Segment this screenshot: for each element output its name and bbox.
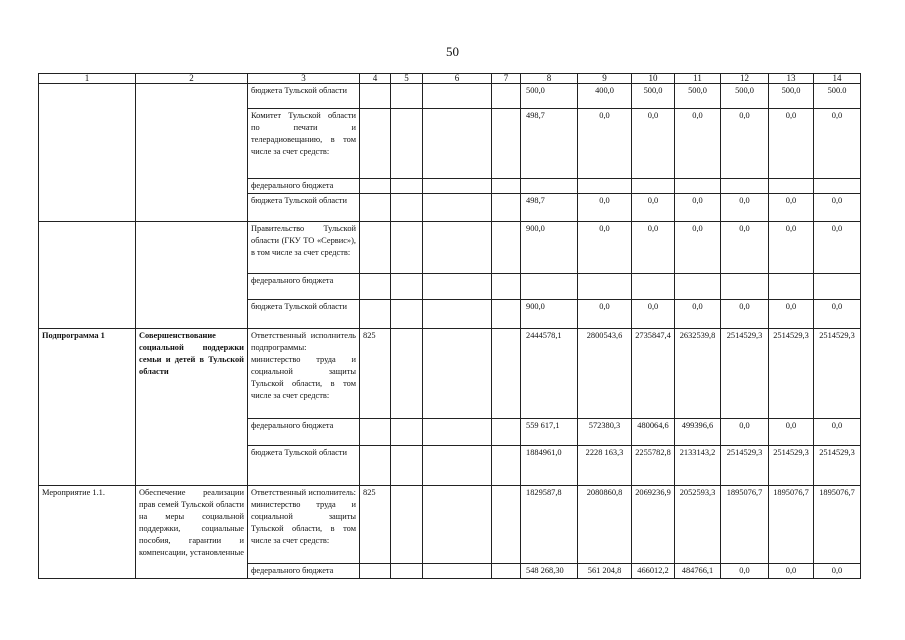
value-cell: 2632539,8 bbox=[675, 329, 721, 419]
value-cell bbox=[814, 274, 861, 300]
cell bbox=[423, 109, 492, 179]
cell bbox=[360, 194, 391, 222]
value-cell: 2052593,3 bbox=[675, 486, 721, 564]
value-cell bbox=[769, 179, 814, 194]
cell bbox=[360, 109, 391, 179]
table-row bbox=[39, 329, 861, 419]
cell bbox=[39, 84, 136, 222]
value-cell: 2444578,1 bbox=[521, 329, 578, 419]
cell bbox=[360, 222, 391, 274]
value-cell: 1895076,7 bbox=[769, 486, 814, 564]
cell bbox=[391, 222, 423, 274]
cell bbox=[423, 274, 492, 300]
cell bbox=[492, 109, 521, 179]
value-cell: 500.0 bbox=[814, 84, 861, 109]
source-cell: бюджета Тульской области bbox=[248, 446, 360, 486]
value-cell: 0,0 bbox=[578, 222, 632, 274]
value-cell bbox=[769, 274, 814, 300]
col-header: 11 bbox=[675, 74, 721, 84]
value-cell bbox=[675, 179, 721, 194]
cell bbox=[492, 300, 521, 329]
value-cell: 498,7 bbox=[521, 194, 578, 222]
cell bbox=[39, 222, 136, 329]
value-cell bbox=[632, 179, 675, 194]
cell bbox=[492, 564, 521, 579]
cell bbox=[423, 300, 492, 329]
value-cell: 0,0 bbox=[814, 419, 861, 446]
cell bbox=[423, 486, 492, 564]
source-cell: федерального бюджета bbox=[248, 564, 360, 579]
value-cell: 561 204,8 bbox=[578, 564, 632, 579]
value-cell: 400,0 bbox=[578, 84, 632, 109]
value-cell: 0,0 bbox=[769, 109, 814, 179]
cell bbox=[423, 84, 492, 109]
table-row bbox=[39, 222, 861, 274]
col-header: 7 bbox=[492, 74, 521, 84]
value-cell: 2514529,3 bbox=[721, 329, 769, 419]
value-cell: 0,0 bbox=[578, 300, 632, 329]
cell bbox=[492, 274, 521, 300]
cell bbox=[492, 222, 521, 274]
cell bbox=[391, 446, 423, 486]
value-cell bbox=[721, 274, 769, 300]
value-cell: 500,0 bbox=[769, 84, 814, 109]
col-header: 1 bbox=[39, 74, 136, 84]
value-cell bbox=[814, 179, 861, 194]
code-cell: 825 bbox=[360, 329, 391, 419]
value-cell: 0,0 bbox=[632, 222, 675, 274]
value-cell: 0,0 bbox=[721, 109, 769, 179]
cell bbox=[391, 300, 423, 329]
value-cell: 2735847,4 bbox=[632, 329, 675, 419]
value-cell: 0,0 bbox=[721, 419, 769, 446]
value-cell: 500,0 bbox=[521, 84, 578, 109]
value-cell: 2514529,3 bbox=[814, 446, 861, 486]
value-cell: 2255782,8 bbox=[632, 446, 675, 486]
col-header: 9 bbox=[578, 74, 632, 84]
source-cell: Правительство Тульской области (ГКУ ТО «Сервис»), в том числе за счет средств: bbox=[248, 222, 360, 274]
value-cell: 0,0 bbox=[769, 300, 814, 329]
value-cell: 559 617,1 bbox=[521, 419, 578, 446]
cell bbox=[492, 84, 521, 109]
source-cell: бюджета Тульской области bbox=[248, 300, 360, 329]
value-cell: 0,0 bbox=[814, 222, 861, 274]
value-cell: 0,0 bbox=[721, 194, 769, 222]
table-row bbox=[39, 84, 861, 109]
cell bbox=[391, 109, 423, 179]
col-header: 8 bbox=[521, 74, 578, 84]
value-cell bbox=[578, 274, 632, 300]
value-cell: 0,0 bbox=[632, 109, 675, 179]
value-cell: 0,0 bbox=[632, 194, 675, 222]
value-cell: 900,0 bbox=[521, 222, 578, 274]
cell bbox=[423, 194, 492, 222]
value-cell: 2514529,3 bbox=[814, 329, 861, 419]
value-cell: 480064,6 bbox=[632, 419, 675, 446]
value-cell bbox=[675, 274, 721, 300]
code-cell: 825 bbox=[360, 486, 391, 564]
value-cell: 0,0 bbox=[814, 109, 861, 179]
cell bbox=[391, 84, 423, 109]
page-number: 50 bbox=[446, 44, 459, 59]
col-header: 14 bbox=[814, 74, 861, 84]
measure-title: Обеспечение реализации прав семей Тульской области на меры социальной поддержки, социальные пособия, гарантии и компенсации, установленные bbox=[136, 486, 248, 579]
value-cell: 2133143,2 bbox=[675, 446, 721, 486]
cell bbox=[391, 486, 423, 564]
value-cell: 466012,2 bbox=[632, 564, 675, 579]
value-cell: 0,0 bbox=[769, 564, 814, 579]
cell bbox=[360, 564, 391, 579]
value-cell: 0,0 bbox=[578, 194, 632, 222]
source-cell: Ответственный исполнитель подпрограммы: министерство труда и социальной защиты Тульской области, в том числе за счет средств: bbox=[248, 329, 360, 419]
cell bbox=[360, 419, 391, 446]
value-cell bbox=[632, 274, 675, 300]
value-cell: 0,0 bbox=[675, 109, 721, 179]
value-cell bbox=[521, 179, 578, 194]
value-cell: 500,0 bbox=[632, 84, 675, 109]
source-cell: федерального бюджета bbox=[248, 179, 360, 194]
cell bbox=[360, 84, 391, 109]
value-cell: 484766,1 bbox=[675, 564, 721, 579]
value-cell: 0,0 bbox=[578, 109, 632, 179]
col-header: 10 bbox=[632, 74, 675, 84]
cell bbox=[391, 564, 423, 579]
value-cell: 2080860,8 bbox=[578, 486, 632, 564]
col-header: 5 bbox=[391, 74, 423, 84]
header-row bbox=[39, 74, 861, 84]
source-cell: федерального бюджета bbox=[248, 274, 360, 300]
cell bbox=[360, 446, 391, 486]
cell bbox=[423, 419, 492, 446]
cell bbox=[423, 446, 492, 486]
value-cell: 0,0 bbox=[675, 300, 721, 329]
value-cell: 548 268,30 bbox=[521, 564, 578, 579]
source-cell: Комитет Тульской области по печати и телерадиовещанию, в том числе за счет средств: bbox=[248, 109, 360, 179]
cell bbox=[492, 329, 521, 419]
cell bbox=[391, 179, 423, 194]
budget-table bbox=[38, 73, 861, 579]
cell bbox=[360, 274, 391, 300]
value-cell: 2069236,9 bbox=[632, 486, 675, 564]
cell bbox=[360, 179, 391, 194]
col-header: 4 bbox=[360, 74, 391, 84]
cell bbox=[423, 179, 492, 194]
cell bbox=[492, 194, 521, 222]
value-cell bbox=[578, 179, 632, 194]
cell bbox=[391, 329, 423, 419]
col-header: 2 bbox=[136, 74, 248, 84]
value-cell: 1895076,7 bbox=[721, 486, 769, 564]
cell bbox=[391, 274, 423, 300]
value-cell: 499396,6 bbox=[675, 419, 721, 446]
value-cell: 0,0 bbox=[632, 300, 675, 329]
value-cell bbox=[721, 179, 769, 194]
value-cell: 0,0 bbox=[769, 222, 814, 274]
value-cell: 0,0 bbox=[814, 300, 861, 329]
cell bbox=[492, 179, 521, 194]
value-cell: 500,0 bbox=[675, 84, 721, 109]
value-cell: 0,0 bbox=[814, 564, 861, 579]
value-cell: 572380,3 bbox=[578, 419, 632, 446]
value-cell: 2514529,3 bbox=[769, 446, 814, 486]
col-header: 12 bbox=[721, 74, 769, 84]
cell bbox=[136, 222, 248, 329]
value-cell: 0,0 bbox=[769, 419, 814, 446]
cell bbox=[492, 446, 521, 486]
source-cell: бюджета Тульской области bbox=[248, 84, 360, 109]
value-cell: 2514529,3 bbox=[721, 446, 769, 486]
source-cell: бюджета Тульской области bbox=[248, 194, 360, 222]
cell bbox=[492, 486, 521, 564]
col-header: 3 bbox=[248, 74, 360, 84]
source-cell: Ответственный исполнитель: министерство труда и социальной защиты Тульской области, в том числе за счет средств: bbox=[248, 486, 360, 564]
value-cell: 0,0 bbox=[721, 222, 769, 274]
value-cell: 1884961,0 bbox=[521, 446, 578, 486]
value-cell: 0,0 bbox=[675, 222, 721, 274]
cell bbox=[423, 222, 492, 274]
value-cell: 0,0 bbox=[814, 194, 861, 222]
cell bbox=[360, 300, 391, 329]
measure-label: Мероприятие 1.1. bbox=[39, 486, 136, 579]
value-cell: 1829587,8 bbox=[521, 486, 578, 564]
value-cell: 0,0 bbox=[721, 300, 769, 329]
subprogram-label: Подпрограмма 1 bbox=[39, 329, 136, 486]
value-cell: 500,0 bbox=[721, 84, 769, 109]
table-row bbox=[39, 486, 861, 564]
value-cell bbox=[521, 274, 578, 300]
value-cell: 2514529,3 bbox=[769, 329, 814, 419]
value-cell: 0,0 bbox=[721, 564, 769, 579]
cell bbox=[423, 564, 492, 579]
cell bbox=[423, 329, 492, 419]
source-cell: федерального бюджета bbox=[248, 419, 360, 446]
value-cell: 0,0 bbox=[769, 194, 814, 222]
value-cell: 1895076,7 bbox=[814, 486, 861, 564]
cell bbox=[391, 194, 423, 222]
cell bbox=[136, 84, 248, 222]
cell bbox=[492, 419, 521, 446]
value-cell: 900,0 bbox=[521, 300, 578, 329]
value-cell: 2228 163,3 bbox=[578, 446, 632, 486]
col-header: 13 bbox=[769, 74, 814, 84]
value-cell: 498,7 bbox=[521, 109, 578, 179]
col-header: 6 bbox=[423, 74, 492, 84]
subprogram-title: Совершенствование социальной поддержки семьи и детей в Тульской области bbox=[136, 329, 248, 486]
cell bbox=[391, 419, 423, 446]
value-cell: 0,0 bbox=[675, 194, 721, 222]
value-cell: 2800543,6 bbox=[578, 329, 632, 419]
